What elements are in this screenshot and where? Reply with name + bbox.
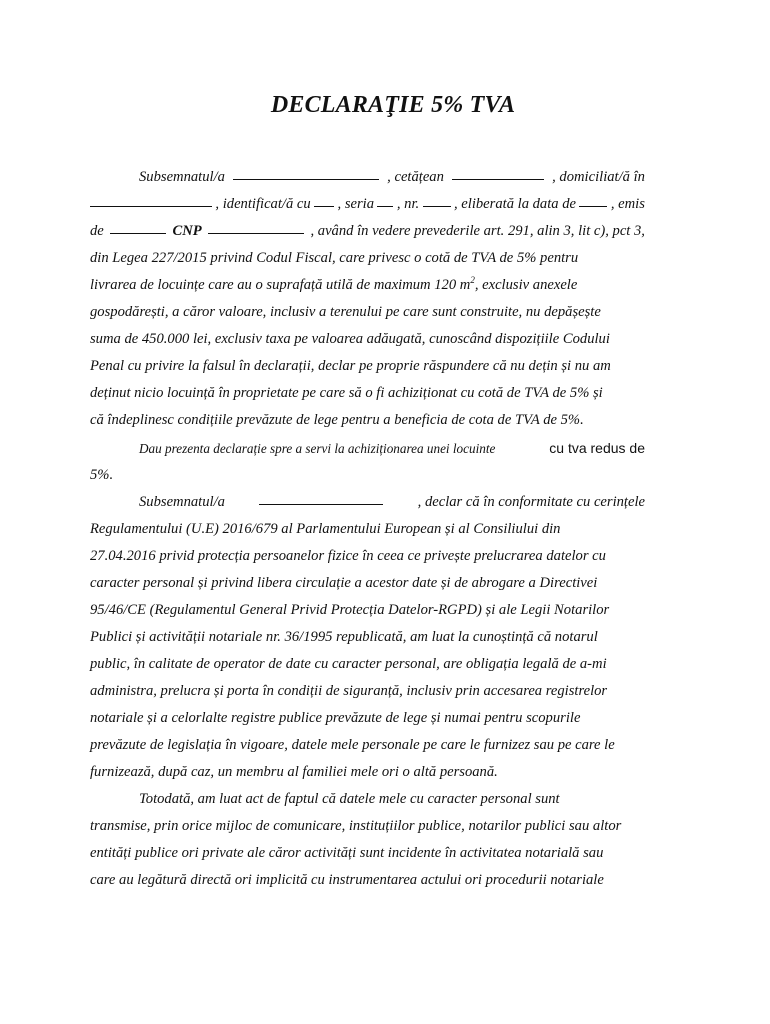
p1-line-10 [90, 407, 645, 434]
p1-domiciliat: , domiciliat/ă în [552, 169, 645, 185]
p3-text-10: prevăzute de legislația în vigoare, datele mele personale pe care le furnizez sau pe care le [90, 737, 615, 753]
p1-line-1 [90, 164, 645, 191]
p2-text-1a: Dau prezenta declarație spre a servi la achiziționarea unei locuinte [139, 441, 496, 456]
p1-text-5a: livrarea de locuințe care au o suprafață utilă de maximum 120 m [90, 277, 471, 293]
p3-text-5: 95/46/CE (Regulamentul General Privid Protecția Datelor-RGPD) și ale Legii Notarilor [90, 602, 610, 618]
p1-text-9: deținut nicio locuință în proprietate pe care să o fi achiziționat cu cotă de TVA de 5% și [90, 385, 603, 401]
p3-text-7: public, în calitate de operator de date cu caracter personal, are obligația legală de a-mi [90, 656, 607, 672]
p4-line-4 [90, 867, 645, 894]
p3-text-8: administra, prelucra și porta în condiții de siguranță, inclusiv prin accesarea registrelor [90, 683, 608, 699]
p4-line-1 [90, 786, 645, 813]
p3-declar: , declar că în conformitate cu cerințele [417, 494, 645, 510]
number-blank[interactable] [423, 191, 451, 207]
p3-line-8 [90, 678, 645, 705]
p1-text-5 [90, 272, 577, 299]
p3-line-6 [90, 624, 645, 651]
p3-text-4: caracter personal și privind libera circulație a acestor date și de abrogare a Directivei [90, 575, 598, 591]
p1-nr: , nr. [396, 196, 420, 212]
p3-text-9: notariale și a celorlalte registre publice prevăzute de lege și numai pentru scopurile [90, 710, 581, 726]
p3-line-3 [90, 543, 645, 570]
p1-de: de [90, 223, 104, 239]
p1-subsemnatul: Subsemnatul/a [139, 169, 225, 185]
p3-subsemnatul: Subsemnatul/a [139, 494, 225, 510]
p1-text-4: din Legea 227/2015 privind Codul Fiscal, care privesc o cotă de TVA de 5% pentru [90, 250, 579, 266]
p1-text-5b: , exclusiv anexele [474, 277, 578, 293]
p4-line-2 [90, 813, 645, 840]
p3-text-11: furnizează, după caz, un membru al familiei mele ori o altă persoană. [90, 764, 498, 780]
p1-cnp-label: CNP [172, 223, 202, 239]
p2-line-2 [90, 462, 645, 489]
p3-line-2 [90, 516, 645, 543]
name-blank[interactable] [233, 164, 379, 180]
p3-line-9 [90, 705, 645, 732]
p2-text-2: 5%. [90, 467, 114, 483]
p1-line-8 [90, 353, 645, 380]
address-blank[interactable] [90, 191, 212, 207]
p3-line-10 [90, 732, 645, 759]
p1-text-7: suma de 450.000 lei, exclusiv taxa pe valoarea adăugată, cunoscând dispozițiile Codului [90, 331, 610, 347]
p1-line-3 [90, 218, 645, 245]
p1-line-6 [90, 299, 645, 326]
p1-line-7 [90, 326, 645, 353]
p1-identificat: , identificat/ă cu [215, 196, 311, 212]
document-title: DECLARAŢIE 5% TVA [270, 92, 516, 118]
p3-line-7 [90, 651, 645, 678]
p1-seria: , seria [337, 196, 374, 212]
citizenship-blank[interactable] [452, 164, 544, 180]
p1-eliberata: , eliberată la data de [454, 196, 577, 212]
cnp-blank[interactable] [208, 218, 304, 234]
p4-line-3 [90, 840, 645, 867]
issuer-blank[interactable] [110, 218, 166, 234]
p3-line-11 [90, 759, 645, 786]
p4-text-4: care au legătură directă ori implicită cu instrumentarea actului ori procedurii notariale [90, 872, 604, 888]
id-type-blank[interactable] [314, 191, 334, 207]
issue-date-blank[interactable] [579, 191, 607, 207]
superscript-2: 2 [470, 275, 475, 286]
p1-line-5 [90, 272, 645, 299]
p1-text-6: gospodărești, a căror valoare, inclusiv a terenului pe care sunt construite, nu depășește [90, 304, 601, 320]
document-body [90, 164, 645, 894]
p1-line-4 [90, 245, 645, 272]
series-blank[interactable] [377, 191, 393, 207]
p4-text-1: Totodată, am luat act de faptul că datele mele cu caracter personal sunt [139, 791, 560, 807]
p1-text-8: Penal cu privire la falsul în declarații, declar pe proprie răspundere că nu dețin și nu am [90, 358, 611, 374]
p1-line-9 [90, 380, 645, 407]
p4-text-2: transmise, prin orice mijloc de comunicare, instituțiilor publice, notarilor publici sau altor [90, 818, 622, 834]
p2-line-1 [90, 435, 645, 462]
p3-text-3: 27.04.2016 privid protecția persoanelor fizice în ceea ce privește prelucrarea datelor cu [90, 548, 606, 564]
p4-text-3: entități publice ori private ale căror activități sunt incidente în activitatea notarială sau [90, 845, 604, 861]
p2-text-1b: cu tva redus de [549, 440, 645, 456]
p1-emis: , emis [610, 196, 645, 212]
name-blank-2[interactable] [259, 489, 383, 505]
p3-line-5 [90, 597, 645, 624]
p1-text-10: că îndeplinesc condițiile prevăzute de lege pentru a beneficia de cota de TVA de 5%. [90, 412, 584, 428]
p3-text-2: Regulamentului (U.E) 2016/679 al Parlamentului European și al Consiliului din [90, 521, 561, 537]
p3-text-6: Publici și activității notariale nr. 36/1995 republicată, am luat la cunoștință că notarul [90, 629, 598, 645]
p1-cetatean: , cetățean [387, 169, 444, 185]
p1-line-2 [90, 191, 645, 218]
p3-line-1 [90, 489, 645, 516]
p1-avand: , având în vedere prevederile art. 291, alin 3, lit c), pct 3, [310, 223, 645, 239]
p3-line-4 [90, 570, 645, 597]
